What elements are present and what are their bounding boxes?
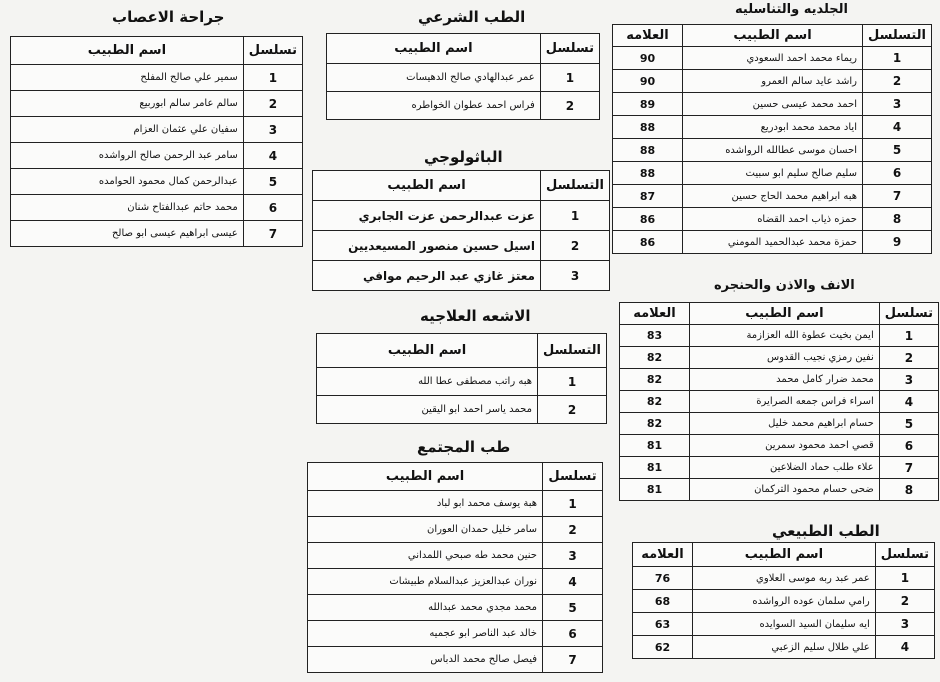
serial-cell: 8: [862, 208, 931, 231]
table-forensic: [326, 33, 600, 120]
serial-cell: 1: [537, 368, 606, 396]
score-cell: 63: [633, 613, 693, 636]
table-row: [11, 169, 303, 195]
serial-cell: 5: [243, 169, 302, 195]
serial-cell: 1: [875, 567, 934, 590]
score-cell: 68: [633, 590, 693, 613]
table-ent: [619, 302, 939, 501]
name-cell: راشد عايد سالم العمرو: [683, 70, 863, 93]
name-cell: حمزه ذياب احمد القضاه: [683, 208, 863, 231]
name-cell: حنين محمد طه صبحي اللمداني: [308, 543, 543, 569]
name-cell: نفين رمزي نجيب القدوس: [690, 347, 880, 369]
column-header-name: اسم الطبيب: [693, 543, 876, 567]
score-cell: 88: [613, 139, 683, 162]
table-community: [307, 462, 603, 673]
name-cell: خالد عبد الناصر ابو عجميه: [308, 621, 543, 647]
column-header-serial: تسلسل: [879, 303, 938, 325]
name-cell: سليم صالح سليم ابو سبيت: [683, 162, 863, 185]
name-cell: احسان موسى عطالله الرواشده: [683, 139, 863, 162]
table-row: [11, 221, 303, 247]
serial-cell: 1: [243, 65, 302, 91]
name-cell: حسام ابراهيم محمد خليل: [690, 413, 880, 435]
table-header-row: [317, 334, 607, 368]
serial-cell: 3: [875, 613, 934, 636]
serial-cell: 2: [243, 91, 302, 117]
table-row: [613, 70, 932, 93]
serial-cell: 7: [862, 185, 931, 208]
table-header-row: [11, 37, 303, 65]
serial-cell: 4: [543, 569, 603, 595]
section-title-neuro: جراحة الاعصاب: [112, 8, 225, 26]
table-row: [308, 621, 603, 647]
column-header-name: اسم الطبيب: [683, 25, 863, 47]
serial-cell: 3: [879, 369, 938, 391]
column-header-name: اسم الطبيب: [690, 303, 880, 325]
table-header-row: [308, 463, 603, 491]
name-cell: محمد ياسر احمد ابو اليقين: [317, 396, 538, 424]
serial-cell: 1: [540, 64, 599, 92]
serial-cell: 3: [243, 117, 302, 143]
name-cell: هبة يوسف محمد ابو لباد: [308, 491, 543, 517]
name-cell: اسراء فراس جمعه الصرايرة: [690, 391, 880, 413]
serial-cell: 4: [862, 116, 931, 139]
score-cell: 90: [613, 70, 683, 93]
name-cell: اياد محمد محمد ابودريع: [683, 116, 863, 139]
name-cell: سامر خليل حمدان العوران: [308, 517, 543, 543]
table-derma: [612, 24, 932, 254]
score-cell: 82: [620, 369, 690, 391]
table-header-row: [327, 34, 600, 64]
table-header-row: [313, 171, 610, 201]
score-cell: 89: [613, 93, 683, 116]
table-physical: [632, 542, 935, 659]
table-row: [613, 139, 932, 162]
column-header-serial: التسلسل: [862, 25, 931, 47]
table-row: [613, 185, 932, 208]
table-row: [620, 325, 939, 347]
table-row: [313, 231, 610, 261]
serial-cell: 7: [543, 647, 603, 673]
column-header-serial: تسلسل: [543, 463, 603, 491]
table-row: [327, 92, 600, 120]
column-header-serial: تسلسل: [875, 543, 934, 567]
name-cell: ريماء محمد احمد السعودي: [683, 47, 863, 70]
score-cell: 88: [613, 162, 683, 185]
serial-cell: 9: [862, 231, 931, 254]
table-row: [11, 65, 303, 91]
name-cell: ايمن بخيت عطوة الله العزازمة: [690, 325, 880, 347]
serial-cell: 2: [540, 92, 599, 120]
table-header-row: [633, 543, 935, 567]
table-row: [633, 636, 935, 659]
column-header-name: اسم الطبيب: [313, 171, 541, 201]
name-cell: سالم عامر سالم ابوربيع: [11, 91, 244, 117]
table-row: [633, 567, 935, 590]
table-row: [613, 231, 932, 254]
name-cell: سمير علي صالح المفلح: [11, 65, 244, 91]
section-title-patho: الباثولوجي: [424, 148, 503, 166]
section-title-ent: الانف والاذن والحنجره: [714, 278, 855, 293]
section-title-derma: الجلديه والتناسليه: [735, 2, 849, 17]
table-neuro: [10, 36, 303, 247]
serial-cell: 6: [862, 162, 931, 185]
score-cell: 82: [620, 391, 690, 413]
column-header-serial: تسلسل: [540, 34, 599, 64]
score-cell: 82: [620, 347, 690, 369]
score-cell: 76: [633, 567, 693, 590]
section-title-forensic: الطب الشرعي: [418, 8, 526, 26]
name-cell: علي طلال سليم الزعبي: [693, 636, 876, 659]
section-title-community: طب المجتمع: [417, 438, 511, 456]
name-cell: سفيان علي عثمان العزام: [11, 117, 244, 143]
serial-cell: 5: [879, 413, 938, 435]
name-cell: هبه ابراهيم محمد الحاج حسين: [683, 185, 863, 208]
score-cell: 86: [613, 231, 683, 254]
table-row: [11, 195, 303, 221]
name-cell: علاء طلب حماد الضلاعين: [690, 457, 880, 479]
name-cell: هبه راتب مصطفى عطا الله: [317, 368, 538, 396]
score-cell: 90: [613, 47, 683, 70]
serial-cell: 7: [243, 221, 302, 247]
table-row: [620, 391, 939, 413]
serial-cell: 1: [862, 47, 931, 70]
column-header-serial: التسلسل: [537, 334, 606, 368]
name-cell: فراس احمد عطوان الخواطره: [327, 92, 541, 120]
table-row: [613, 208, 932, 231]
table-row: [317, 368, 607, 396]
serial-cell: 7: [879, 457, 938, 479]
score-cell: 88: [613, 116, 683, 139]
score-cell: 86: [613, 208, 683, 231]
section-title-physical: الطب الطبيعي: [772, 522, 880, 540]
table-row: [620, 347, 939, 369]
serial-cell: 6: [879, 435, 938, 457]
serial-cell: 8: [879, 479, 938, 501]
table-row: [313, 261, 610, 291]
score-cell: 81: [620, 457, 690, 479]
name-cell: عزت عبدالرحمن عزت الجابري: [313, 201, 541, 231]
table-row: [633, 590, 935, 613]
table-row: [327, 64, 600, 92]
serial-cell: 2: [540, 231, 609, 261]
name-cell: عمر عبد ربه موسى العلاوي: [693, 567, 876, 590]
name-cell: ايه سليمان السيد السوايده: [693, 613, 876, 636]
column-header-score: العلامه: [633, 543, 693, 567]
table-row: [11, 91, 303, 117]
table-row: [308, 647, 603, 673]
column-header-serial: تسلسل: [243, 37, 302, 65]
serial-cell: 4: [243, 143, 302, 169]
column-header-name: اسم الطبيب: [327, 34, 541, 64]
serial-cell: 2: [543, 517, 603, 543]
table-row: [317, 396, 607, 424]
table-row: [308, 491, 603, 517]
column-header-score: العلامه: [613, 25, 683, 47]
column-header-name: اسم الطبيب: [317, 334, 538, 368]
serial-cell: 1: [543, 491, 603, 517]
serial-cell: 4: [875, 636, 934, 659]
name-cell: قصي احمد محمود سمرين: [690, 435, 880, 457]
serial-cell: 2: [879, 347, 938, 369]
serial-cell: 3: [862, 93, 931, 116]
score-cell: 62: [633, 636, 693, 659]
serial-cell: 3: [540, 261, 609, 291]
table-row: [613, 93, 932, 116]
score-cell: 82: [620, 413, 690, 435]
table-row: [11, 143, 303, 169]
serial-cell: 2: [875, 590, 934, 613]
serial-cell: 6: [543, 621, 603, 647]
table-row: [308, 543, 603, 569]
table-patho: [312, 170, 610, 291]
name-cell: حمزة محمد عبدالحميد المومني: [683, 231, 863, 254]
serial-cell: 5: [543, 595, 603, 621]
column-header-name: اسم الطبيب: [308, 463, 543, 491]
name-cell: اسيل حسين منصور المسيعديين: [313, 231, 541, 261]
name-cell: فيصل صالح محمد الدباس: [308, 647, 543, 673]
table-header-row: [613, 25, 932, 47]
table-row: [11, 117, 303, 143]
name-cell: عيسى ابراهيم عيسى ابو صالح: [11, 221, 244, 247]
table-row: [620, 413, 939, 435]
name-cell: محمد حاتم عبدالفتاح شنان: [11, 195, 244, 221]
column-header-score: العلامه: [620, 303, 690, 325]
serial-cell: 3: [543, 543, 603, 569]
table-row: [620, 369, 939, 391]
name-cell: احمد محمد عيسى حسين: [683, 93, 863, 116]
table-header-row: [620, 303, 939, 325]
table-row: [613, 162, 932, 185]
table-row: [308, 517, 603, 543]
serial-cell: 4: [879, 391, 938, 413]
table-row: [308, 595, 603, 621]
name-cell: سامر عبد الرحمن صالح الرواشده: [11, 143, 244, 169]
table-row: [313, 201, 610, 231]
name-cell: رامي سلمان عوده الرواشده: [693, 590, 876, 613]
serial-cell: 5: [862, 139, 931, 162]
name-cell: ضحى حسام محمود التركمان: [690, 479, 880, 501]
name-cell: عمر عبدالهادي صالح الدهيسات: [327, 64, 541, 92]
table-row: [613, 116, 932, 139]
name-cell: عبدالرحمن كمال محمود الحوامده: [11, 169, 244, 195]
serial-cell: 1: [540, 201, 609, 231]
serial-cell: 6: [243, 195, 302, 221]
table-row: [620, 435, 939, 457]
name-cell: معتز غازي عبد الرحيم موافي: [313, 261, 541, 291]
serial-cell: 2: [862, 70, 931, 93]
name-cell: محمد ضرار كامل محمد: [690, 369, 880, 391]
score-cell: 81: [620, 479, 690, 501]
score-cell: 87: [613, 185, 683, 208]
serial-cell: 2: [537, 396, 606, 424]
column-header-name: اسم الطبيب: [11, 37, 244, 65]
table-row: [613, 47, 932, 70]
name-cell: محمد مجدي محمد عبدالله: [308, 595, 543, 621]
table-row: [620, 457, 939, 479]
serial-cell: 1: [879, 325, 938, 347]
table-row: [633, 613, 935, 636]
table-row: [620, 479, 939, 501]
section-title-radio: الاشعه العلاجيه: [420, 307, 531, 325]
table-row: [308, 569, 603, 595]
name-cell: نوران عبدالعزيز عبدالسلام طبيشات: [308, 569, 543, 595]
column-header-serial: التسلسل: [540, 171, 609, 201]
score-cell: 83: [620, 325, 690, 347]
table-radio: [316, 333, 607, 424]
score-cell: 81: [620, 435, 690, 457]
